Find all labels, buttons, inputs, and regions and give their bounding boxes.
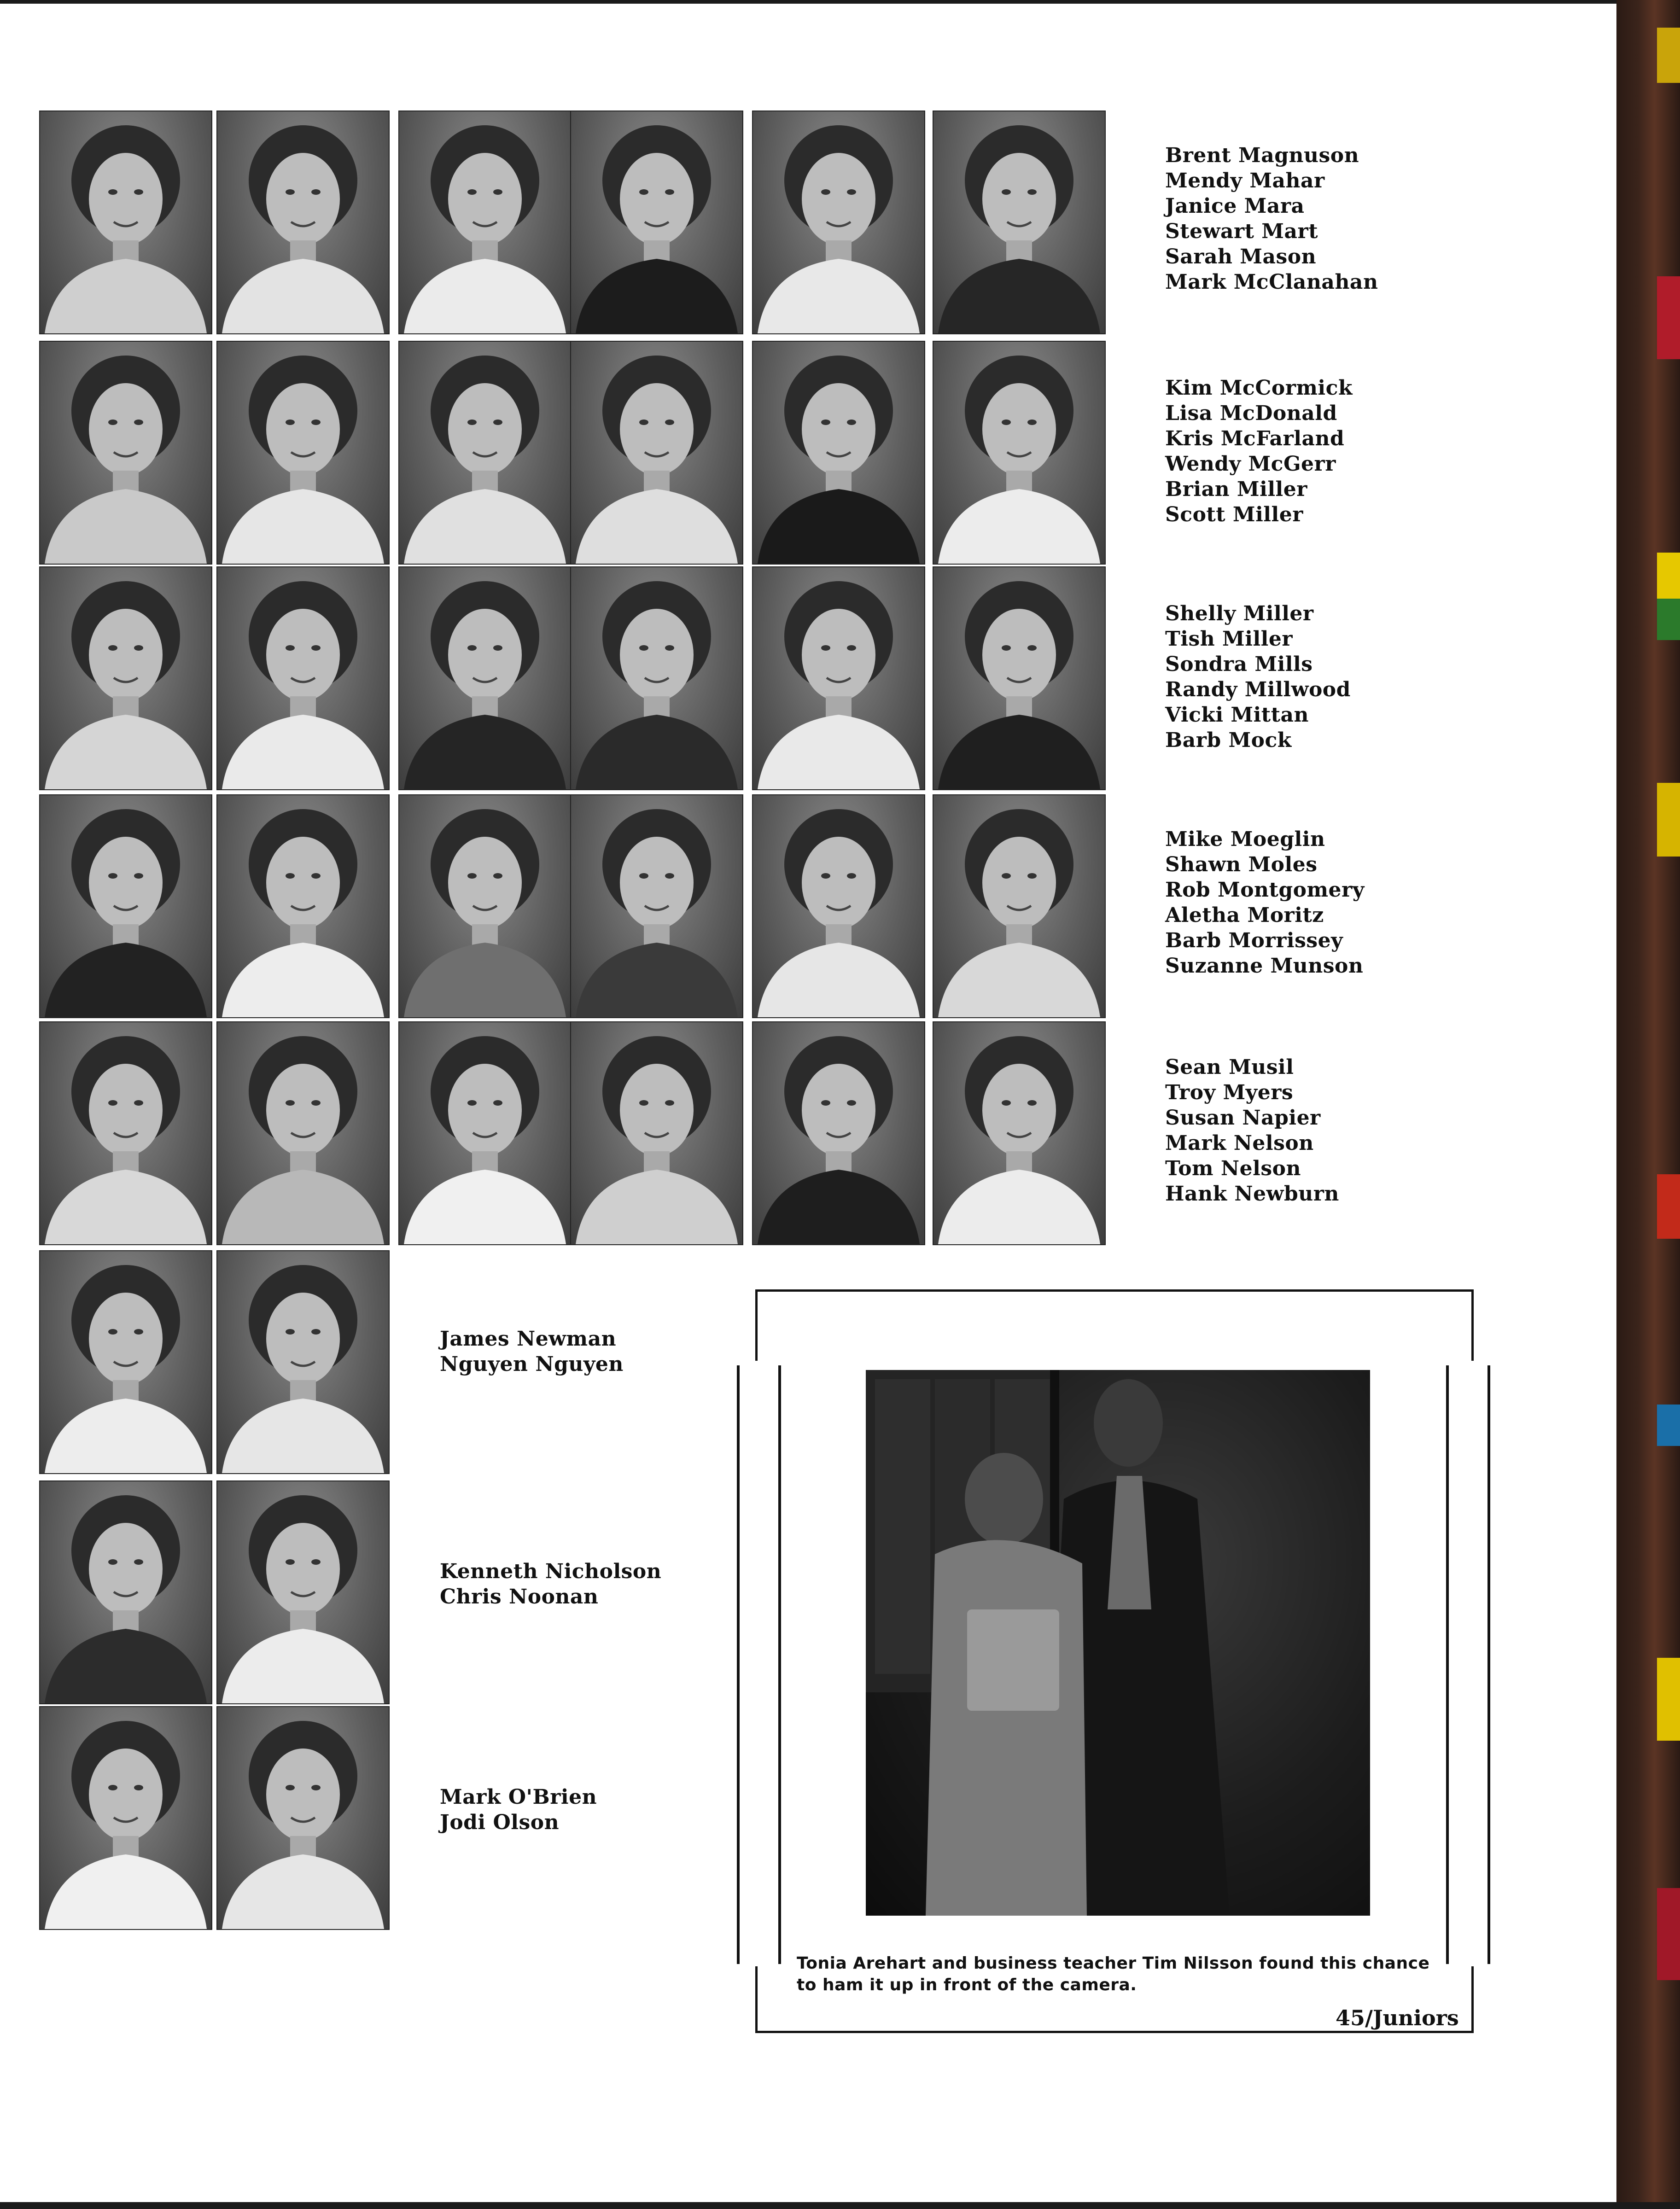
student-portrait <box>752 566 925 790</box>
student-portrait <box>752 341 925 565</box>
frame-rule <box>1446 1365 1449 1964</box>
student-portrait <box>216 1250 390 1474</box>
student-portrait <box>216 111 390 334</box>
student-portrait <box>39 1250 212 1474</box>
frame-rule <box>755 2031 1474 2033</box>
spine-color-strip <box>1657 553 1680 599</box>
student-name: Tom Nelson <box>1165 1157 1301 1180</box>
student-portrait <box>39 794 212 1018</box>
student-portrait <box>216 566 390 790</box>
student-portrait <box>570 341 743 565</box>
name-list <box>440 1784 597 1835</box>
student-portrait <box>570 1021 743 1245</box>
name-list <box>1165 143 1378 295</box>
student-name: Jodi Olson <box>440 1811 560 1834</box>
student-name: Brian Miller <box>1165 478 1307 501</box>
student-name: Kris McFarland <box>1165 427 1345 450</box>
student-name: Wendy McGerr <box>1165 452 1336 476</box>
student-portrait <box>933 566 1106 790</box>
student-name: Mark McClanahan <box>1165 270 1378 294</box>
student-portrait <box>216 794 390 1018</box>
student-name: Shelly Miller <box>1165 602 1314 625</box>
student-name: Stewart Mart <box>1165 220 1318 243</box>
student-name: Mike Moeglin <box>1165 828 1325 851</box>
student-portrait <box>398 111 572 334</box>
student-name: Sarah Mason <box>1165 245 1317 268</box>
student-portrait <box>752 794 925 1018</box>
student-name: Aletha Moritz <box>1165 903 1324 927</box>
spine-color-strip <box>1657 783 1680 857</box>
frame-rule <box>755 1966 758 2033</box>
student-portrait <box>933 341 1106 565</box>
student-name: Kim McCormick <box>1165 376 1353 400</box>
frame-rule <box>1471 1966 1474 2033</box>
student-portrait <box>39 1706 212 1930</box>
student-portrait <box>398 566 572 790</box>
student-name: Lisa McDonald <box>1165 402 1337 425</box>
student-name: Sean Musil <box>1165 1055 1294 1079</box>
student-portrait <box>570 566 743 790</box>
spine-color-strip <box>1657 1405 1680 1446</box>
frame-rule <box>1488 1365 1490 1964</box>
spine-color-strip <box>1657 599 1680 640</box>
student-name: Susan Napier <box>1165 1106 1321 1130</box>
student-portrait <box>39 341 212 565</box>
student-name: Vicki Mittan <box>1165 703 1309 727</box>
candid-photo <box>866 1370 1370 1916</box>
student-name: Mendy Mahar <box>1165 169 1325 192</box>
student-portrait <box>216 1480 390 1704</box>
student-name: Randy Millwood <box>1165 678 1351 701</box>
student-portrait <box>570 794 743 1018</box>
student-name: Mark Nelson <box>1165 1131 1314 1155</box>
student-portrait <box>570 111 743 334</box>
photo-caption: Tonia Arehart and business teacher Tim Nilsson found this chance to ham it up in front of the camera. <box>797 1954 1430 1994</box>
name-list <box>440 1559 661 1609</box>
student-name: Sondra Mills <box>1165 653 1313 676</box>
student-portrait <box>933 794 1106 1018</box>
student-name: James Newman <box>440 1327 617 1351</box>
student-portrait <box>216 341 390 565</box>
frame-rule <box>755 1289 1474 1292</box>
student-name: Chris Noonan <box>440 1585 599 1609</box>
student-name: Scott Miller <box>1165 503 1303 526</box>
student-name: Rob Montgomery <box>1165 878 1365 902</box>
name-list <box>1165 375 1353 527</box>
page-bottom-edge <box>0 2202 1680 2209</box>
student-name: Shawn Moles <box>1165 853 1318 876</box>
student-name: Mark O'Brien <box>440 1785 597 1809</box>
frame-rule <box>737 1365 740 1964</box>
student-name: Barb Morrissey <box>1165 929 1343 952</box>
student-portrait <box>933 1021 1106 1245</box>
spine-color-strip <box>1657 28 1680 83</box>
student-name: Tish Miller <box>1165 627 1293 651</box>
student-portrait <box>752 111 925 334</box>
student-portrait <box>216 1021 390 1245</box>
student-portrait <box>216 1706 390 1930</box>
spine-color-strip <box>1657 1888 1680 1980</box>
student-name: Janice Mara <box>1165 194 1305 218</box>
student-portrait <box>398 1021 572 1245</box>
student-name: Troy Myers <box>1165 1081 1294 1104</box>
frame-rule <box>778 1365 781 1964</box>
student-portrait <box>933 111 1106 334</box>
student-portrait <box>398 341 572 565</box>
student-name: Suzanne Munson <box>1165 954 1364 978</box>
name-list <box>1165 601 1351 753</box>
student-name: Hank Newburn <box>1165 1182 1339 1206</box>
frame-rule <box>1471 1289 1474 1361</box>
student-name: Barb Mock <box>1165 729 1292 752</box>
student-portrait <box>39 1480 212 1704</box>
student-portrait <box>39 111 212 334</box>
student-name: Brent Magnuson <box>1165 144 1359 167</box>
student-portrait <box>398 794 572 1018</box>
spine-color-strip <box>1657 276 1680 359</box>
student-portrait <box>39 1021 212 1245</box>
student-name: Kenneth Nicholson <box>440 1560 662 1583</box>
student-name: Nguyen Nguyen <box>440 1352 624 1376</box>
name-list <box>440 1326 624 1377</box>
name-list <box>1165 827 1365 979</box>
page-top-edge <box>0 0 1680 4</box>
frame-rule <box>755 1289 758 1361</box>
student-portrait <box>752 1021 925 1245</box>
spine-color-strip <box>1657 1174 1680 1239</box>
name-list <box>1165 1055 1339 1206</box>
spine-color-strip <box>1657 1658 1680 1741</box>
student-portrait <box>39 566 212 790</box>
page-folio: 45/Juniors <box>1336 2005 1459 2030</box>
